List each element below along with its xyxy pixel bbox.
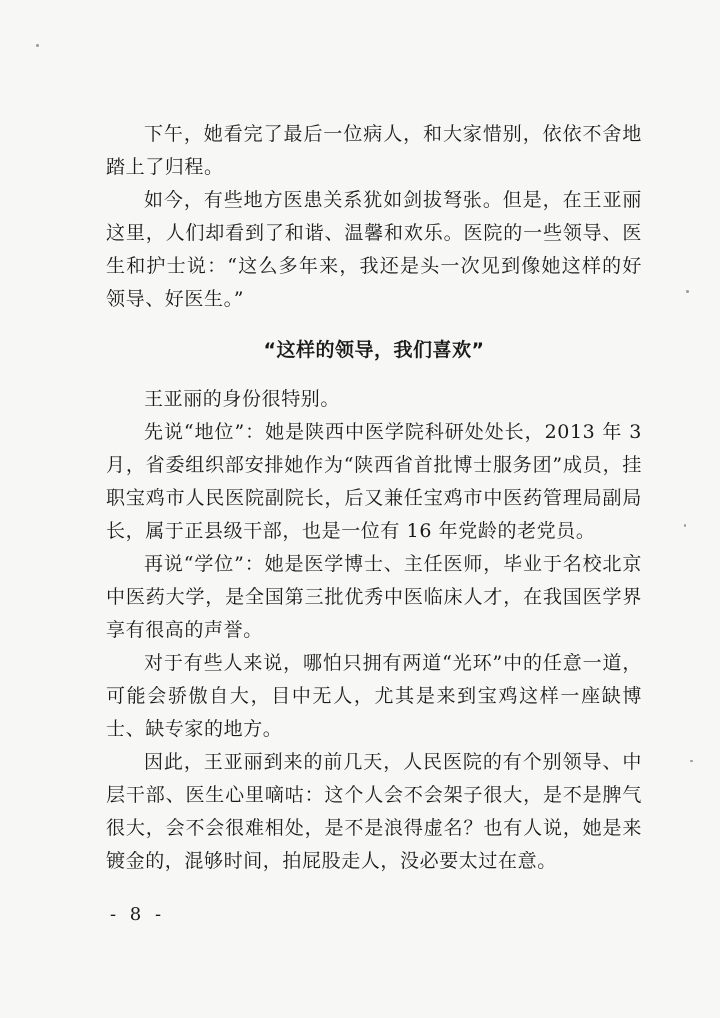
paragraph: 下午，她看完了最后一位病人，和大家惜别，依依不舍地踏上了归程。 [106, 123, 642, 178]
scan-speck [684, 524, 686, 527]
paragraph: 再说“学位”：她是医学博士、主任医师，毕业于名校北京中医药大学，是全国第三批优秀中医临床人才，在我国医学界享有很高的声誉。 [106, 553, 642, 641]
scan-speck [690, 760, 693, 762]
page-number: - 8 - [110, 904, 166, 925]
paragraph: 王亚丽的身份很特别。 [144, 388, 341, 410]
paragraph: 因此，王亚丽到来的前几天，人民医院的有个别领导、中层干部、医生心里嘀咕：这个人会不会架子很大，是不是脾气很大，会不会很难相处，是不是浪得虚名？也有人说，她是来镀金的，混够时间，拍屁股走人，没必要太过在意。 [106, 751, 642, 872]
paragraph: 如今，有些地方医患关系犹如剑拔弩张。但是，在王亚丽这里，人们却看到了和谐、温馨和欢乐。医院的一些领导、医生和护士说：“这么多年来，我还是头一次见到像她这样的好领导、好医生。” [106, 189, 642, 310]
paragraph: 对于有些人来说，哪怕只拥有两道“光环”中的任意一道，可能会骄傲自大，目中无人，尤其是来到宝鸡这样一座缺博士、缺专家的地方。 [106, 652, 642, 740]
scan-speck [36, 44, 39, 47]
document-body [106, 118, 642, 878]
section-heading: “这样的领导，我们喜欢” [263, 339, 485, 361]
paragraph: 先说“地位”：她是陕西中医学院科研处处长，2013 年 3 月，省委组织部安排她作为“陕西省首批博士服务团”成员，挂职宝鸡市人民医院副院长，后又兼任宝鸡市中医药管理局副局长，属于正县级干部，也是一位有 16 年党龄的老党员。 [106, 421, 642, 542]
scan-speck [686, 290, 689, 293]
